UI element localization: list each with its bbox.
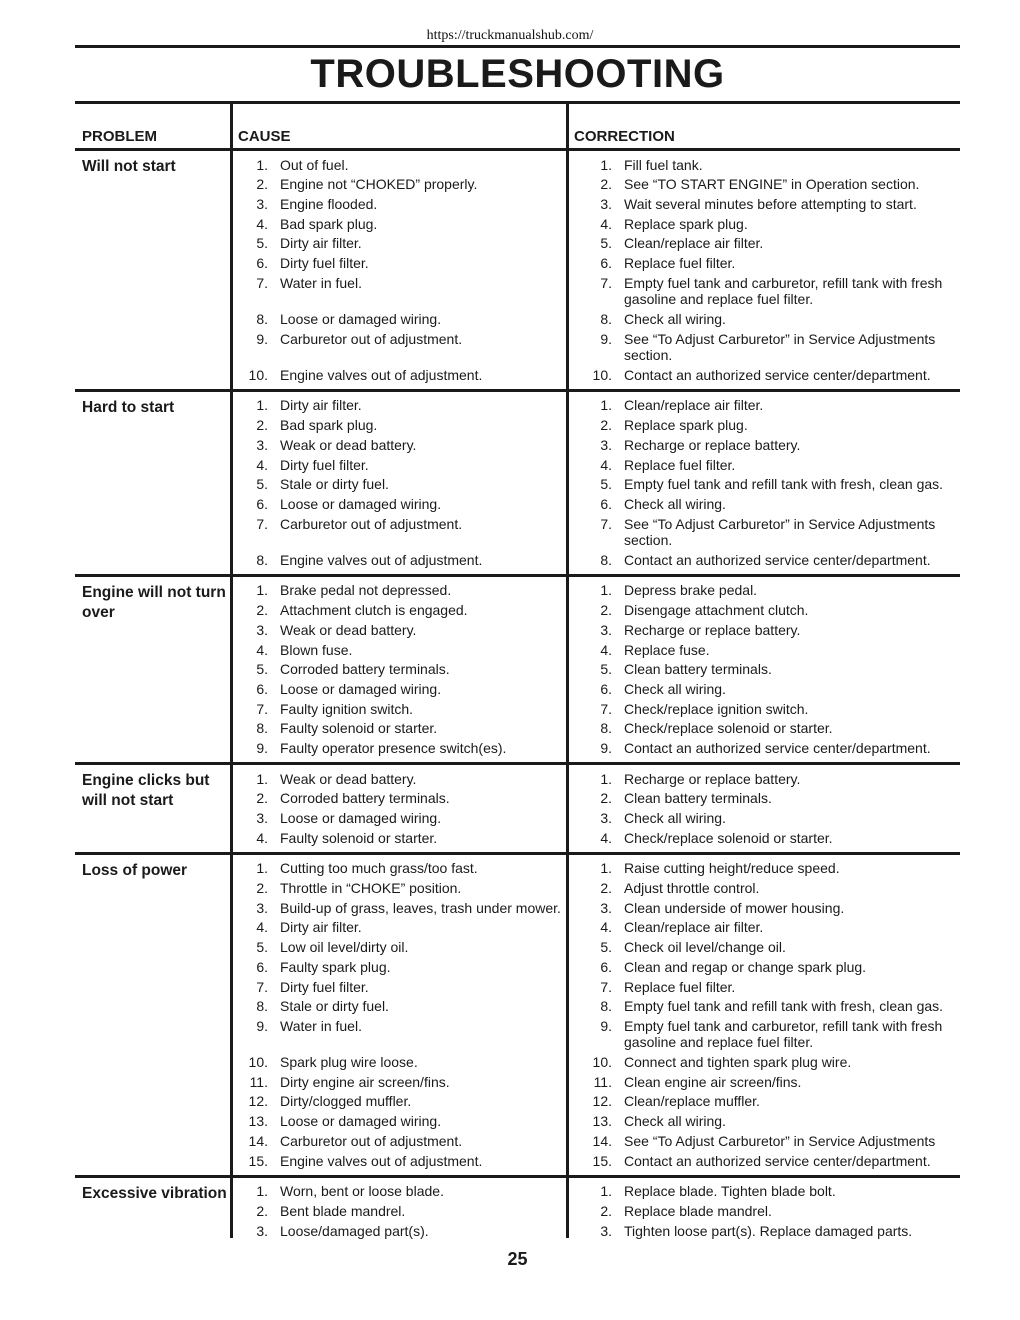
correction-number: 7. xyxy=(600,700,612,717)
correction-text: Check oil level/change oil. xyxy=(624,939,786,956)
correction-number: 4. xyxy=(600,919,612,936)
table-row xyxy=(235,808,960,828)
cause-number: 10. xyxy=(248,1054,268,1071)
cause-text: Spark plug wire loose. xyxy=(280,1054,418,1071)
correction-number: 14. xyxy=(592,1132,612,1149)
cause-number: 4. xyxy=(256,641,268,658)
table-row xyxy=(235,1182,960,1202)
correction-text: See “TO START ENGINE” in Operation section. xyxy=(624,176,920,193)
correction-text: Clean/replace muffler. xyxy=(624,1093,760,1110)
table-row xyxy=(235,1151,960,1171)
correction-number: 10. xyxy=(592,1054,612,1071)
cause-number: 5. xyxy=(256,235,268,252)
cause-number: 2. xyxy=(256,1202,268,1219)
cause-number: 3. xyxy=(256,1222,268,1239)
table-row xyxy=(235,938,960,958)
table-row xyxy=(235,738,960,758)
cause-text: Corroded battery terminals. xyxy=(280,661,450,678)
cause-number: 7. xyxy=(256,515,268,532)
correction-text: Replace spark plug. xyxy=(624,417,748,434)
correction-text: Raise cutting height/reduce speed. xyxy=(624,860,840,877)
correction-text: Contact an authorized service center/department. xyxy=(624,366,931,383)
header-problem: PROBLEM xyxy=(82,128,157,145)
cause-text: Dirty fuel filter. xyxy=(280,456,369,473)
cause-number: 7. xyxy=(256,700,268,717)
cause-number: 3. xyxy=(256,899,268,916)
correction-text: Clean engine air screen/fins. xyxy=(624,1073,802,1090)
cause-text: Loose/damaged part(s). xyxy=(280,1222,429,1239)
cause-number: 2. xyxy=(256,790,268,807)
correction-number: 12. xyxy=(592,1093,612,1110)
correction-number: 5. xyxy=(600,939,612,956)
correction-number: 6. xyxy=(600,680,612,697)
cause-text: Dirty air filter. xyxy=(280,235,362,252)
correction-text: Replace blade mandrel. xyxy=(624,1202,772,1219)
correction-text: Contact an authorized service center/department. xyxy=(624,739,931,756)
cause-text: Brake pedal not depressed. xyxy=(280,582,452,599)
correction-number: 8. xyxy=(600,310,612,327)
correction-number: 2. xyxy=(600,602,612,619)
correction-number: 4. xyxy=(600,215,612,232)
correction-text: Check all wiring. xyxy=(624,495,726,512)
cause-number: 2. xyxy=(256,602,268,619)
cause-number: 11. xyxy=(249,1073,268,1090)
cause-number: 8. xyxy=(256,998,268,1015)
correction-text: Recharge or replace battery. xyxy=(624,436,801,453)
cause-text: Cutting too much grass/too fast. xyxy=(280,860,478,877)
header-correction: CORRECTION xyxy=(574,128,675,145)
cause-text: Loose or damaged wiring. xyxy=(280,1113,442,1130)
cause-text: Dirty engine air screen/fins. xyxy=(280,1073,450,1090)
correction-text: Depress brake pedal. xyxy=(624,582,758,599)
correction-text: Tighten loose part(s). Replace damaged parts. xyxy=(624,1222,913,1239)
correction-number: 8. xyxy=(600,551,612,568)
correction-number: 2. xyxy=(600,1202,612,1219)
cause-text: Faulty operator presence switch(es). xyxy=(280,739,507,756)
cause-number: 14. xyxy=(248,1132,268,1149)
problem-section xyxy=(75,574,960,762)
correction-text: Clean underside of mower housing. xyxy=(624,899,845,916)
cause-number: 1. xyxy=(256,582,268,599)
table-row xyxy=(235,679,960,699)
correction-text: Wait several minutes before attempting to start. xyxy=(624,195,917,212)
cause-text: Water in fuel. xyxy=(280,274,362,291)
correction-number: 3. xyxy=(600,195,612,212)
correction-number: 5. xyxy=(600,476,612,493)
cause-text: Bad spark plug. xyxy=(280,417,378,434)
cause-text: Weak or dead battery. xyxy=(280,770,417,787)
cause-text: Dirty air filter. xyxy=(280,397,362,414)
problem-label: Engine clicks but will not start xyxy=(82,772,210,810)
correction-text: Replace fuel filter. xyxy=(624,255,736,272)
cause-text: Stale or dirty fuel. xyxy=(280,998,389,1015)
problem-section xyxy=(75,762,960,852)
cause-text: Dirty fuel filter. xyxy=(280,978,369,995)
table-row xyxy=(235,194,960,214)
correction-text: Empty fuel tank and refill tank with fresh, clean gas. xyxy=(624,476,944,493)
table-row xyxy=(235,898,960,918)
correction-text: Replace spark plug. xyxy=(624,215,748,232)
cause-number: 6. xyxy=(256,255,268,272)
cause-number: 1. xyxy=(256,156,268,173)
correction-text: Clean battery terminals. xyxy=(624,661,772,678)
cause-text: Engine valves out of adjustment. xyxy=(280,366,483,383)
header-cause: CAUSE xyxy=(238,128,291,145)
table-row xyxy=(235,365,960,385)
correction-text: Replace fuel filter. xyxy=(624,456,736,473)
correction-number: 2. xyxy=(600,790,612,807)
correction-number: 6. xyxy=(600,958,612,975)
table-row xyxy=(235,396,960,416)
cause-text: Weak or dead battery. xyxy=(280,621,417,638)
correction-number: 9. xyxy=(600,1017,612,1034)
title-rule xyxy=(75,101,960,104)
correction-number: 3. xyxy=(600,810,612,827)
table-row xyxy=(235,620,960,640)
correction-number: 3. xyxy=(600,621,612,638)
cause-text: Bent blade mandrel. xyxy=(280,1202,406,1219)
cause-number: 10. xyxy=(248,366,268,383)
table-row xyxy=(235,997,960,1017)
cause-text: Stale or dirty fuel. xyxy=(280,476,389,493)
cause-number: 5. xyxy=(256,476,268,493)
correction-number: 1. xyxy=(600,582,612,599)
table-row xyxy=(235,1221,960,1241)
cause-number: 1. xyxy=(256,1183,268,1200)
table-row xyxy=(235,455,960,475)
correction-number: 5. xyxy=(600,661,612,678)
cause-text: Engine valves out of adjustment. xyxy=(280,1152,483,1169)
correction-number: 1. xyxy=(600,770,612,787)
table-row xyxy=(235,601,960,621)
cause-number: 7. xyxy=(256,274,268,291)
cause-number: 4. xyxy=(256,919,268,936)
correction-number: 11. xyxy=(593,1073,612,1090)
table-row xyxy=(235,1016,960,1052)
cause-number: 2. xyxy=(256,880,268,897)
cause-text: Loose or damaged wiring. xyxy=(280,495,442,512)
cause-text: Attachment clutch is engaged. xyxy=(280,602,468,619)
problem-section xyxy=(75,1175,960,1245)
cause-text: Faulty solenoid or starter. xyxy=(280,720,438,737)
cause-text: Weak or dead battery. xyxy=(280,436,417,453)
table-row xyxy=(235,550,960,570)
cause-number: 8. xyxy=(256,720,268,737)
cause-number: 6. xyxy=(256,680,268,697)
correction-text: Recharge or replace battery. xyxy=(624,621,801,638)
table-row xyxy=(235,273,960,309)
cause-text: Bad spark plug. xyxy=(280,215,378,232)
table-row xyxy=(235,879,960,899)
table-row xyxy=(235,1112,960,1132)
correction-text: Check all wiring. xyxy=(624,310,726,327)
correction-number: 15. xyxy=(592,1152,612,1169)
top-rule xyxy=(75,45,960,48)
correction-text: Check all wiring. xyxy=(624,1113,726,1130)
problem-label: Excessive vibration xyxy=(82,1184,227,1202)
correction-number: 3. xyxy=(600,899,612,916)
table-row xyxy=(235,918,960,938)
cause-number: 12. xyxy=(248,1093,268,1110)
correction-text: Clean/replace air filter. xyxy=(624,919,764,936)
table-row xyxy=(235,475,960,495)
cause-text: Carburetor out of adjustment. xyxy=(280,330,463,347)
correction-text: Disengage attachment clutch. xyxy=(624,602,809,619)
correction-number: 4. xyxy=(600,829,612,846)
cause-text: Dirty fuel filter. xyxy=(280,255,369,272)
cause-text: Build-up of grass, leaves, trash under mower. xyxy=(280,899,561,916)
correction-text: Fill fuel tank. xyxy=(624,156,703,173)
table-row xyxy=(235,1201,960,1221)
correction-number: 4. xyxy=(600,641,612,658)
correction-text: Empty fuel tank and carburetor, refill tank with fresh gasoline and replace fuel filter. xyxy=(624,1017,943,1051)
cause-text: Faulty solenoid or starter. xyxy=(280,829,438,846)
cause-text: Loose or damaged wiring. xyxy=(280,310,442,327)
cause-text: Faulty ignition switch. xyxy=(280,700,414,717)
correction-text: Clean battery terminals. xyxy=(624,790,772,807)
correction-number: 6. xyxy=(600,495,612,512)
correction-text: Replace blade. Tighten blade bolt. xyxy=(624,1183,836,1200)
cause-number: 6. xyxy=(256,495,268,512)
correction-number: 13. xyxy=(592,1113,612,1130)
correction-text: Contact an authorized service center/department. xyxy=(624,1152,931,1169)
cause-number: 5. xyxy=(256,661,268,678)
correction-text: Recharge or replace battery. xyxy=(624,770,801,787)
table-row xyxy=(235,699,960,719)
correction-text: See “To Adjust Carburetor” in Service Adjustments section. xyxy=(624,330,936,364)
correction-text: Clean/replace air filter. xyxy=(624,235,764,252)
correction-number: 1. xyxy=(600,1183,612,1200)
table-row xyxy=(235,977,960,997)
cause-text: Carburetor out of adjustment. xyxy=(280,515,463,532)
correction-text: Adjust throttle control. xyxy=(624,880,760,897)
correction-text: Replace fuel filter. xyxy=(624,978,736,995)
table-row xyxy=(235,828,960,848)
correction-text: Replace fuse. xyxy=(624,641,710,658)
problem-label: Will not start xyxy=(82,158,176,175)
cause-text: Loose or damaged wiring. xyxy=(280,810,442,827)
correction-number: 1. xyxy=(600,860,612,877)
correction-number: 8. xyxy=(600,720,612,737)
table-row xyxy=(235,494,960,514)
correction-text: Check all wiring. xyxy=(624,680,726,697)
table-row xyxy=(235,769,960,789)
correction-number: 10. xyxy=(592,366,612,383)
correction-text: Empty fuel tank and refill tank with fresh, clean gas. xyxy=(624,998,944,1015)
table-row xyxy=(235,1092,960,1112)
table-row xyxy=(235,1131,960,1151)
table-row xyxy=(235,214,960,234)
correction-text: Connect and tighten spark plug wire. xyxy=(624,1054,852,1071)
table-row xyxy=(235,155,960,175)
correction-number: 8. xyxy=(600,998,612,1015)
table-row xyxy=(235,719,960,739)
cause-text: Throttle in “CHOKE” position. xyxy=(280,880,462,897)
correction-number: 7. xyxy=(600,274,612,291)
cause-number: 8. xyxy=(256,551,268,568)
cause-number: 15. xyxy=(248,1152,268,1169)
problem-section xyxy=(75,852,960,1175)
correction-number: 1. xyxy=(600,397,612,414)
cause-number: 9. xyxy=(256,330,268,347)
cause-number: 3. xyxy=(256,195,268,212)
cause-number: 3. xyxy=(256,621,268,638)
correction-text: Contact an authorized service center/department. xyxy=(624,551,931,568)
cause-text: Corroded battery terminals. xyxy=(280,790,450,807)
cause-text: Faulty spark plug. xyxy=(280,958,391,975)
troubleshooting-table xyxy=(75,148,960,1245)
correction-number: 6. xyxy=(600,255,612,272)
problem-section xyxy=(75,148,960,389)
cause-number: 5. xyxy=(256,939,268,956)
table-row xyxy=(235,1072,960,1092)
correction-number: 7. xyxy=(600,515,612,532)
cause-number: 4. xyxy=(256,829,268,846)
correction-number: 9. xyxy=(600,739,612,756)
table-row xyxy=(235,957,960,977)
problem-label: Hard to start xyxy=(82,398,175,416)
table-row xyxy=(235,234,960,254)
table-row xyxy=(235,581,960,601)
cause-text: Loose or damaged wiring. xyxy=(280,680,442,697)
problem-label: Loss of power xyxy=(82,861,188,879)
correction-text: See “To Adjust Carburetor” in Service Adjustments section. xyxy=(624,515,936,549)
cause-text: Worn, bent or loose blade. xyxy=(280,1183,444,1200)
cause-number: 2. xyxy=(256,417,268,434)
table-row xyxy=(235,329,960,365)
cause-number: 1. xyxy=(256,770,268,787)
correction-number: 2. xyxy=(600,880,612,897)
cause-number: 8. xyxy=(256,310,268,327)
table-row xyxy=(235,435,960,455)
table-row xyxy=(235,253,960,273)
correction-text: Check/replace ignition switch. xyxy=(624,700,809,717)
correction-text: Check/replace solenoid or starter. xyxy=(624,829,833,846)
cause-number: 3. xyxy=(256,436,268,453)
correction-text: Clean and regap or change spark plug. xyxy=(624,958,867,975)
cause-number: 9. xyxy=(256,1017,268,1034)
table-row xyxy=(235,416,960,436)
table-row xyxy=(235,789,960,809)
correction-number: 5. xyxy=(600,235,612,252)
table-row xyxy=(235,514,960,550)
cause-number: 13. xyxy=(248,1113,268,1130)
cause-text: Engine flooded. xyxy=(280,195,378,212)
cause-number: 1. xyxy=(256,397,268,414)
correction-text: Clean/replace air filter. xyxy=(624,397,764,414)
page-title: TROUBLESHOOTING xyxy=(310,52,725,96)
table-row xyxy=(235,640,960,660)
cause-number: 4. xyxy=(256,215,268,232)
correction-number: 3. xyxy=(600,1222,612,1239)
correction-text: See “To Adjust Carburetor” in Service Adjustments xyxy=(624,1132,936,1149)
cause-text: Water in fuel. xyxy=(280,1017,362,1034)
correction-text: Empty fuel tank and carburetor, refill tank with fresh gasoline and replace fuel filter. xyxy=(624,274,943,308)
correction-number: 4. xyxy=(600,456,612,473)
table-row xyxy=(235,1053,960,1073)
cause-number: 2. xyxy=(256,176,268,193)
cause-number: 6. xyxy=(256,958,268,975)
cause-text: Blown fuse. xyxy=(280,641,353,658)
cause-text: Dirty/clogged muffler. xyxy=(280,1093,412,1110)
correction-number: 2. xyxy=(600,176,612,193)
cause-text: Engine not “CHOKED” properly. xyxy=(280,176,478,193)
cause-number: 9. xyxy=(256,739,268,756)
correction-number: 2. xyxy=(600,417,612,434)
cause-number: 3. xyxy=(256,810,268,827)
table-row xyxy=(235,309,960,329)
correction-number: 7. xyxy=(600,978,612,995)
correction-text: Check all wiring. xyxy=(624,810,726,827)
correction-number: 9. xyxy=(600,330,612,347)
cause-text: Out of fuel. xyxy=(280,156,349,173)
cause-text: Carburetor out of adjustment. xyxy=(280,1132,463,1149)
problem-section xyxy=(75,389,960,574)
cause-number: 1. xyxy=(256,860,268,877)
problem-label: Engine will not turn over xyxy=(82,583,226,621)
table-row xyxy=(235,175,960,195)
correction-text: Check/replace solenoid or starter. xyxy=(624,720,833,737)
table-row xyxy=(235,660,960,680)
cause-number: 7. xyxy=(256,978,268,995)
cause-text: Dirty air filter. xyxy=(280,919,362,936)
cause-number: 4. xyxy=(256,456,268,473)
table-row xyxy=(235,859,960,879)
cause-text: Engine valves out of adjustment. xyxy=(280,551,483,568)
correction-number: 1. xyxy=(600,156,612,173)
source-url[interactable]: https://truckmanualshub.com/ xyxy=(426,28,594,43)
cause-text: Low oil level/dirty oil. xyxy=(280,939,409,956)
correction-number: 3. xyxy=(600,436,612,453)
page-number: 25 xyxy=(507,1249,528,1269)
